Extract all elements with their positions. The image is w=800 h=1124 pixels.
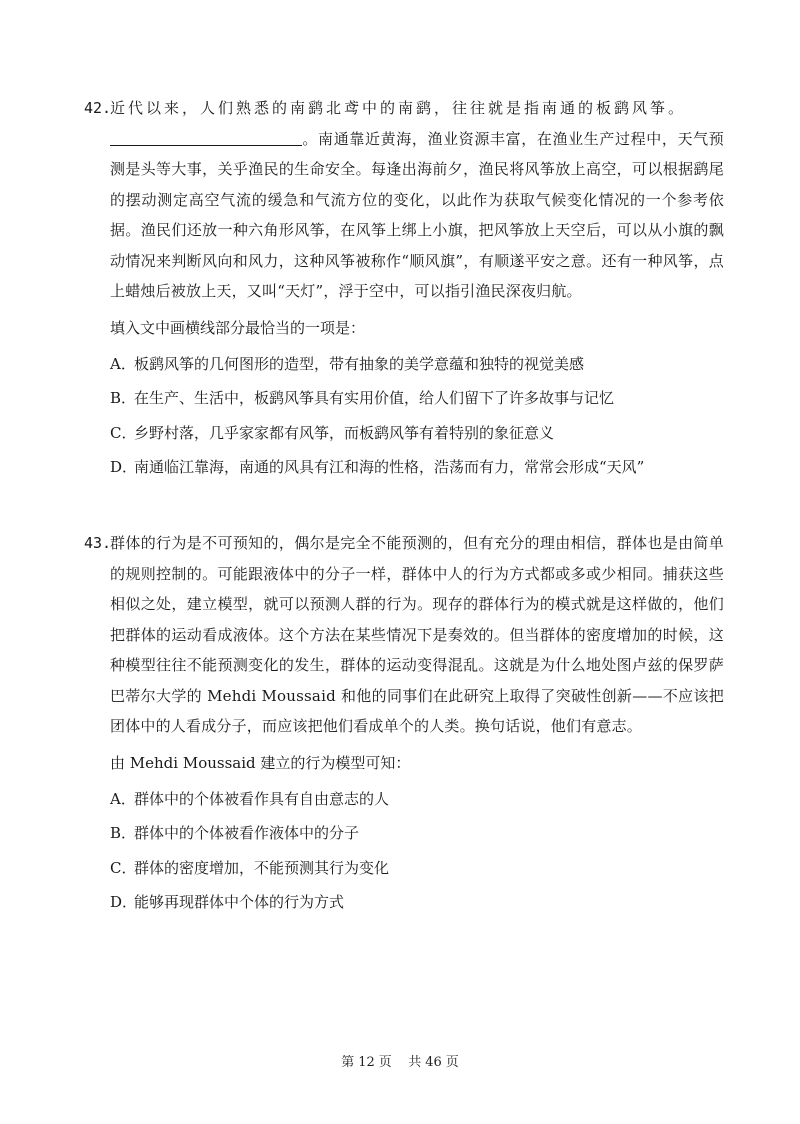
question-number: 42. (84, 99, 112, 117)
question-43 (84, 528, 724, 920)
page-current: 12 (358, 1055, 375, 1070)
question-passage (110, 93, 724, 307)
option-list (110, 347, 724, 485)
fill-in-blank (110, 127, 302, 146)
option-a[interactable] (110, 782, 724, 817)
passage-first-line: 近代以来，人们熟悉的南鹞北鸢中的南鹞，往往就是指南通的板鹞风筝。 (110, 99, 687, 117)
option-text: 群体中的个体被看作具有自由意志的人 (134, 789, 390, 808)
page-footer (0, 1051, 800, 1070)
passage-body: 。南通靠近黄海，渔业资源丰富，在渔业生产过程中，天气预测是头等大事，关乎渔民的生命安全。每逢出海前夕，渔民将风筝放上高空，可以根据鹞尾的摆动测定高空气流的缓急和气流方位的变化，以此作为获取气候变化情况的一个参考依据。渔民们还放一种六角形风筝，在风筝上绑上小旗，把风筝放上天空后，可以从小旗的飘动情况来判断风向和风力，这种风筝被称作“顺风旗”，有顺遂平安之意。还有一种风筝，点上蜡烛后被放上天，又叫“天灯”，浮于空中，可以指引渔民深夜归航。 (110, 129, 724, 300)
option-b[interactable] (110, 381, 724, 416)
option-a[interactable] (110, 347, 724, 382)
option-letter: D． (110, 458, 138, 476)
option-letter: C． (110, 423, 137, 442)
option-text: 在生产、生活中，板鹞风筝具有实用价值，给人们留下了许多故事与记忆 (134, 389, 615, 407)
question-prompt: 由 Mehdi Moussaid 建立的行为模型可知： (110, 753, 411, 772)
option-text: 能够再现群体中个体的行为方式 (134, 893, 345, 911)
total-label-post: 页 (445, 1055, 459, 1070)
question-prompt: 填入文中画横线部分最恰当的一项是： (110, 318, 366, 337)
option-b[interactable] (110, 816, 724, 851)
option-letter: A． (110, 354, 136, 373)
option-letter: D． (110, 893, 138, 911)
total-label-pre: 共 (408, 1055, 422, 1070)
page-label-pre: 第 (341, 1055, 355, 1070)
option-letter: A． (110, 789, 136, 808)
option-text: 群体的密度增加，不能预测其行为变化 (134, 858, 390, 877)
option-d[interactable] (110, 450, 724, 485)
option-list (110, 782, 724, 920)
page-label-mid: 页 (378, 1055, 392, 1070)
question-passage: 群体的行为是不可预知的，偶尔是完全不能预测的，但有充分的理由相信，群体也是由简单的规则控制的。可能跟液体中的分子一样，群体中人的行为方式都或多或少相同。捕获这些相似之处，建立模型，就可以预测人群的行为。现存的群体行为的模式就是这样做的，他们把群体的运动看成液体。这个方法在某些情况下是奏效的。但当群体的密度增加的时候，这种模型往往不能预测变化的发生，群体的运动变得混乱。这就是为什么地处图卢兹的保罗萨巴蒂尔大学的 Mehdi Moussaid 和他的同事们在此研究上取得了突破性创新——不应该把团体中的人看成分子，而应该把他们看成单个的人类。换句话说，他们有意志。 (110, 534, 724, 735)
question-42 (84, 93, 724, 485)
page-total: 46 (425, 1055, 442, 1070)
option-letter: C． (110, 858, 137, 877)
option-c[interactable] (110, 851, 724, 886)
option-c[interactable] (110, 416, 724, 451)
option-text: 板鹞风筝的几何图形的造型，带有抽象的美学意蕴和独特的视觉美感 (134, 354, 585, 373)
option-letter: B． (110, 389, 137, 407)
option-text: 乡野村落，几乎家家都有风筝，而板鹞风筝有着特别的象征意义 (134, 423, 555, 442)
option-text: 群体中的个体被看作液体中的分子 (134, 824, 360, 842)
option-text: 南通临江靠海，南通的风具有江和海的性格，浩荡而有力，常常会形成“天风” (134, 458, 645, 476)
option-d[interactable] (110, 885, 724, 920)
option-letter: B． (110, 824, 137, 842)
question-number: 43. (84, 534, 112, 552)
